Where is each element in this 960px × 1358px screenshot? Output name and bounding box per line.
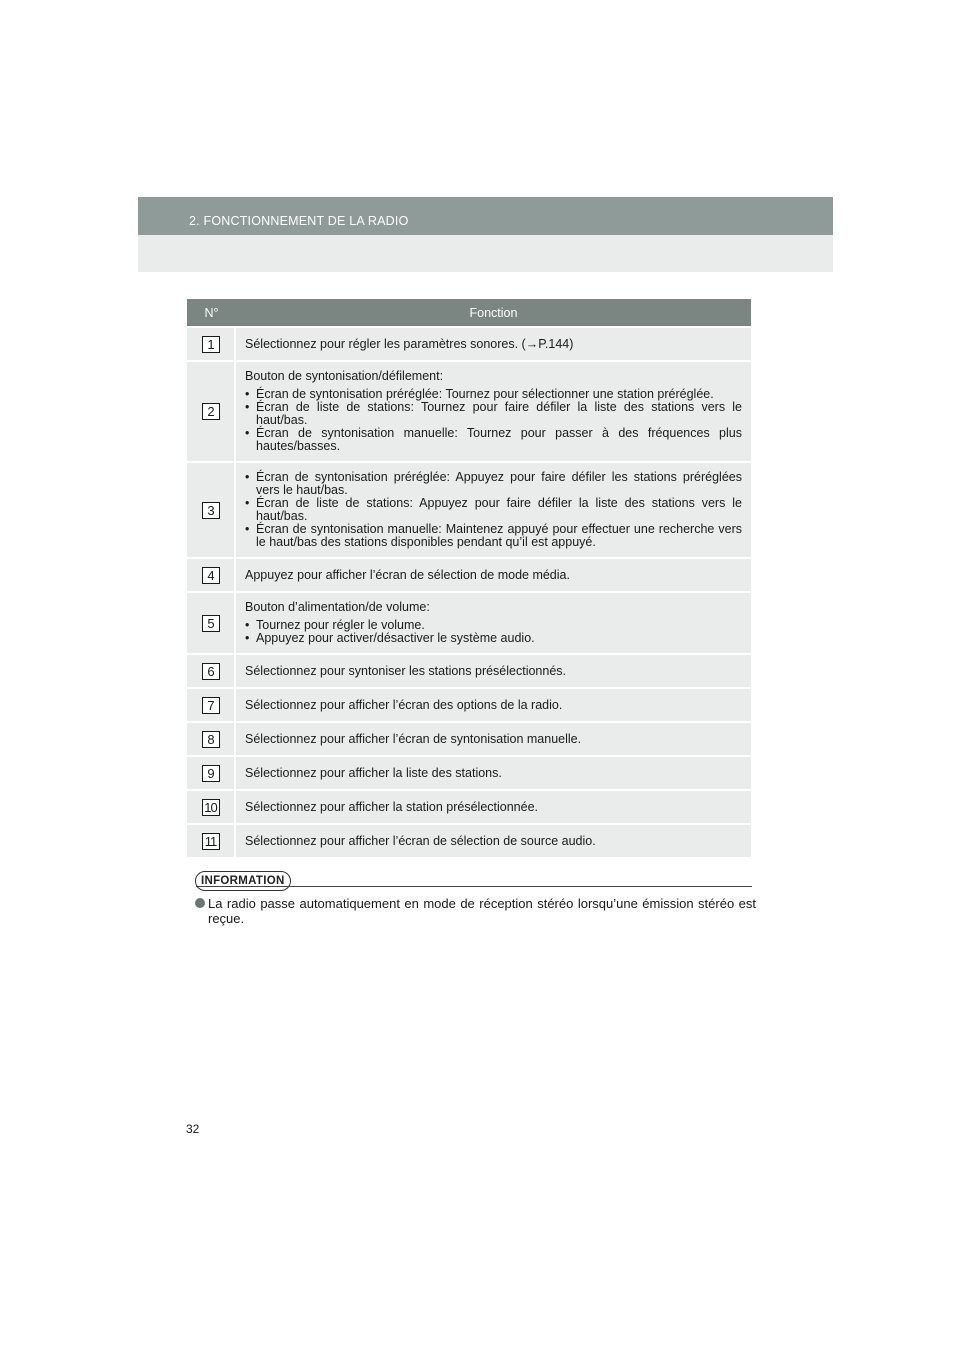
row-function-text: Sélectionnez pour afficher l’écran de sélection de source audio. [245,833,596,848]
row-number-cell [187,757,236,789]
row-function-text: Bouton de syntonisation/défilement: [245,369,444,383]
row-number-cell [187,825,236,857]
table-row [187,825,751,857]
row-number-cell [187,723,236,755]
row-number-cell [187,791,236,823]
bullet-item: • Écran de liste de stations: Appuyez pour faire défiler la liste des stations vers le haut/bas. [245,497,742,523]
table-body [187,328,751,857]
number-box: 8 [202,731,220,748]
row-function-cell [236,655,751,687]
row-function-cell [236,723,751,755]
number-box: 9 [202,765,220,782]
number-box: 1 [202,336,220,353]
table-row [187,463,751,557]
section-header-subband [138,235,833,272]
row-function-text: Sélectionnez pour afficher l’écran de syntonisation manuelle. [245,731,582,746]
information-text-block [196,896,756,926]
row-function-text: Sélectionnez pour afficher la liste des stations. [245,765,502,780]
section-header-bar [138,197,833,235]
row-number-cell [187,559,236,591]
table-row [187,655,751,687]
column-header-number: N° [187,299,236,326]
function-table [187,297,751,859]
row-function-text: Appuyez pour afficher l’écran de sélection de mode média. [245,567,570,582]
bullet-item: • Écran de syntonisation préréglée: Tournez pour sélectionner une station préréglée. [245,388,742,401]
number-box: 6 [202,663,220,680]
number-box: 11 [202,833,220,850]
table-header-row [187,299,751,326]
row-number-cell [187,689,236,721]
number-box: 10 [202,799,220,816]
row-function-text: Bouton d’alimentation/de volume: [245,600,430,614]
row-function-cell [236,463,751,557]
bullet-item: • Écran de syntonisation préréglée: Appuyez pour faire défiler les stations préréglées vers le haut/bas. [245,471,742,497]
row-function-cell [236,689,751,721]
column-header-function: Fonction [236,299,751,326]
bullet-item: • Écran de syntonisation manuelle: Tournez pour passer à des fréquences plus hautes/basses. [245,427,742,453]
bullet-item: • Écran de syntonisation manuelle: Maintenez appuyé pour effectuer une recherche vers le haut/bas des stations disponibles pendant qu’il est appuyé. [245,523,742,549]
row-function-text: Sélectionnez pour régler les paramètres sonores. (→P.144) [245,336,574,351]
table-row [187,593,751,653]
bullet-list [245,388,742,453]
bullet-item: • Tournez pour régler le volume. [245,619,742,632]
bullet-item: • Appuyez pour activer/désactiver le système audio. [245,632,742,645]
row-function-cell [236,757,751,789]
table-row [187,328,751,360]
row-function-cell [236,825,751,857]
row-function-cell [236,593,751,653]
row-function-text: Sélectionnez pour syntoniser les stations présélectionnés. [245,663,567,678]
row-number-cell [187,362,236,461]
row-function-cell [236,559,751,591]
table-row [187,362,751,461]
row-function-cell [236,791,751,823]
row-number-cell [187,463,236,557]
table-row [187,757,751,789]
table-row [187,559,751,591]
row-function-cell [236,362,751,461]
number-box: 7 [202,697,220,714]
row-function-cell [236,328,751,360]
bullet-dot-icon [195,898,205,908]
table-row [187,723,751,755]
bullet-list [245,471,742,549]
page-number: 32 [186,1122,200,1136]
section-title: 2. FONCTIONNEMENT DE LA RADIO [189,214,409,228]
number-box: 3 [202,502,220,519]
row-number-cell [187,593,236,653]
row-number-cell [187,655,236,687]
table-row [187,791,751,823]
number-box: 4 [202,567,220,584]
information-text: La radio passe automatiquement en mode de réception stéréo lorsqu’une émission stéréo est reçue. [208,896,756,926]
bullet-list [245,619,742,645]
row-function-text: Sélectionnez pour afficher la station présélectionnée. [245,799,539,814]
row-function-text: Sélectionnez pour afficher l’écran des options de la radio. [245,697,563,712]
number-box: 2 [202,403,220,420]
number-box: 5 [202,615,220,632]
row-number-cell [187,328,236,360]
table-row [187,689,751,721]
information-badge: INFORMATION [195,871,291,891]
bullet-item: • Écran de liste de stations: Tournez pour faire défiler la liste des stations vers le haut/bas. [245,401,742,427]
